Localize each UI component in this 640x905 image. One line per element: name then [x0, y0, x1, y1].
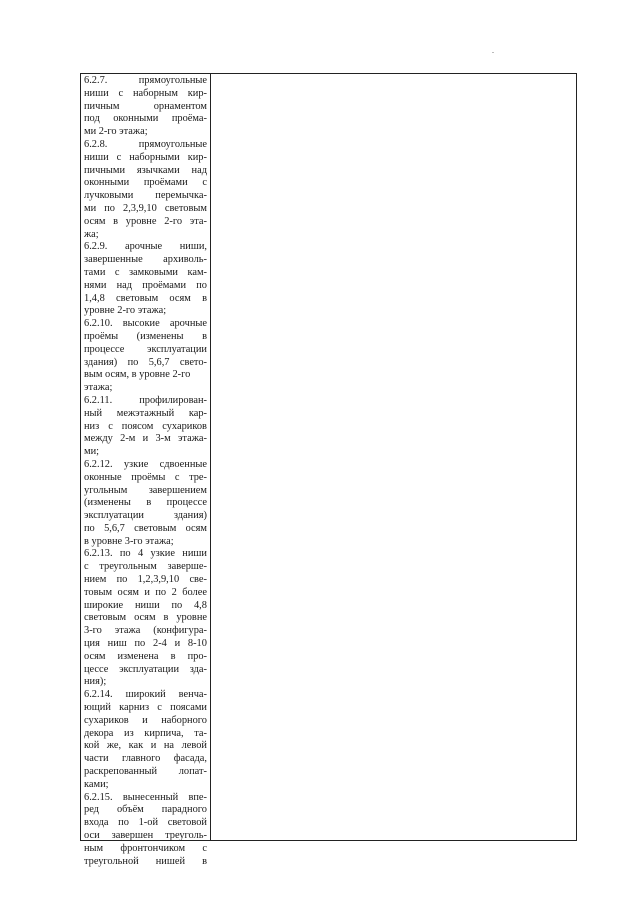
word: 3-м: [155, 433, 171, 445]
word: в: [113, 215, 119, 227]
word: с: [157, 702, 162, 714]
text-line: [84, 241, 207, 254]
text-line: [84, 485, 207, 498]
word: 1-ой: [138, 817, 159, 829]
text-line: [84, 472, 207, 485]
word: венча-: [178, 689, 207, 701]
word: световым: [116, 292, 159, 304]
word: прямоугольные: [138, 138, 207, 150]
word: 6.2.15.: [84, 791, 113, 803]
text-line: [84, 203, 207, 216]
word: проёмы: [131, 471, 166, 483]
word: кой: [84, 740, 100, 752]
word: ред: [84, 804, 99, 816]
word: световым: [164, 202, 207, 214]
word: под: [84, 113, 100, 125]
text-line: [84, 651, 207, 664]
word: 6.2.12.: [84, 458, 113, 470]
word: широкий: [125, 689, 166, 701]
text-line: [84, 830, 207, 843]
word: в: [202, 855, 207, 867]
word: ми: [84, 202, 97, 214]
text-line: [84, 293, 207, 306]
word: с: [202, 177, 207, 189]
text-line: [84, 664, 207, 677]
text-line: [84, 561, 207, 574]
word: 6.2.10.: [84, 318, 113, 330]
word: наборным: [132, 87, 178, 99]
content-table: [80, 73, 577, 867]
text-line: [84, 331, 207, 344]
word: осям: [84, 215, 106, 227]
word: с: [174, 471, 180, 483]
word: на: [163, 740, 175, 752]
text-line: [84, 689, 207, 702]
text-line: [84, 779, 207, 792]
text-line: [84, 177, 207, 190]
text-line: [84, 344, 207, 357]
word: поясом: [121, 420, 154, 432]
text-line: [84, 497, 207, 510]
text-line: [84, 638, 207, 651]
text-line: [84, 843, 207, 856]
text-line: [84, 446, 207, 459]
word: декора: [84, 727, 114, 739]
word: и: [142, 714, 148, 726]
word: световой: [167, 817, 207, 829]
word: из: [124, 727, 134, 739]
word: уровне: [176, 612, 207, 624]
word: по: [104, 202, 115, 214]
text-line: [84, 408, 207, 421]
word: 6.2.14.: [84, 689, 113, 701]
text-line: [84, 126, 207, 139]
word: здания): [173, 510, 207, 522]
text-line: [84, 536, 207, 549]
word: ниши: [182, 548, 207, 560]
word: завершенные: [84, 254, 143, 266]
text-line: [84, 101, 207, 114]
text-line: [84, 702, 207, 715]
word: угольным: [84, 484, 128, 496]
word: наборного: [161, 714, 207, 726]
word: заверше-: [167, 561, 207, 573]
word: процессе: [84, 343, 125, 355]
word: с: [202, 842, 207, 854]
word: замковыми: [128, 266, 178, 278]
text-line: [84, 369, 207, 382]
word: 3-го: [84, 625, 102, 637]
word: с: [116, 151, 122, 163]
text-line: [84, 139, 207, 152]
word: световым: [84, 612, 127, 624]
word: кир-: [187, 87, 207, 99]
word: проёмами: [143, 177, 188, 189]
word: уровне 2-го этажа;: [84, 305, 167, 317]
text-line: [84, 587, 207, 600]
text-line: [84, 395, 207, 408]
word: этажа: [114, 625, 141, 637]
word: (конфигура-: [153, 625, 207, 637]
word: перемычка-: [155, 190, 207, 202]
word: ный: [84, 407, 103, 419]
word: широкие: [84, 599, 124, 611]
word: язычками: [136, 164, 180, 176]
word: как: [128, 740, 144, 752]
word: проёмами: [142, 279, 187, 291]
word: межэтажный: [116, 407, 175, 419]
word: ниши: [134, 599, 160, 611]
word: кар-: [188, 407, 207, 419]
text-line: [84, 766, 207, 779]
word: объём: [116, 804, 144, 816]
word: раскрепованный: [84, 766, 158, 778]
word: профилирован-: [139, 394, 207, 406]
word: и: [142, 433, 149, 445]
text-line: [84, 817, 207, 830]
word: входа: [84, 817, 109, 829]
word: лучковыми: [84, 190, 134, 202]
word: вым осям, в уровне 2-го: [84, 369, 191, 381]
text-line: [84, 740, 207, 753]
word: ющий: [84, 702, 111, 714]
word: осям: [134, 612, 156, 624]
word: оси: [84, 830, 100, 842]
text-line: [84, 600, 207, 613]
word: арочные: [169, 318, 207, 330]
word: ми;: [84, 446, 100, 458]
word: (изменены: [136, 330, 184, 342]
word: световым: [134, 522, 177, 534]
word: этажа;: [84, 382, 113, 394]
word: ным: [84, 842, 104, 854]
word: треугольным: [99, 561, 157, 573]
word: нишей: [155, 855, 186, 867]
word: треугольной: [84, 855, 139, 867]
word: и: [144, 586, 150, 598]
word: парадного: [161, 804, 207, 816]
word: левой: [181, 740, 207, 752]
word: оконными: [113, 113, 159, 125]
word: главного: [121, 753, 161, 765]
word: ми 2-го этажа;: [84, 126, 148, 138]
word: ция: [84, 638, 100, 650]
word: лопат-: [178, 766, 207, 778]
word: фасада,: [173, 753, 207, 765]
word: здания): [84, 356, 118, 368]
word: 5,6,7: [148, 356, 170, 368]
word: зда-: [189, 663, 207, 675]
text-line: [84, 421, 207, 434]
word: в уровне 3-го этажа;: [84, 535, 174, 547]
word: проёма-: [171, 113, 207, 125]
word: по: [155, 586, 167, 598]
word: 4,8: [193, 599, 207, 611]
word: проёмы: [84, 330, 119, 342]
word: 6.2.7.: [84, 75, 108, 86]
word: про-: [187, 650, 207, 662]
word: над: [191, 164, 207, 176]
word: 2-го: [164, 215, 183, 227]
word: осям: [185, 522, 207, 534]
word: фронтончиком: [120, 842, 186, 854]
word: тами: [84, 266, 106, 278]
word: завершен: [111, 830, 154, 842]
word: пичным: [84, 100, 120, 112]
word: ниши: [84, 87, 109, 99]
word: над: [116, 279, 133, 291]
word: арочные: [124, 241, 163, 253]
word: све-: [189, 574, 207, 586]
word: 1,4,8: [84, 292, 105, 304]
word: по: [84, 522, 95, 534]
text-line: [84, 382, 207, 395]
word: 2-м: [120, 433, 136, 445]
word: более: [182, 586, 207, 598]
word: кир-: [187, 151, 207, 163]
word: свето-: [179, 356, 207, 368]
word: 2-4: [153, 638, 167, 650]
word: в: [170, 650, 176, 662]
text-line: [84, 523, 207, 536]
word: же,: [106, 740, 122, 752]
text-line: [84, 152, 207, 165]
word: сдвоенные: [159, 458, 207, 470]
word: (изменены: [84, 497, 131, 509]
word: ками;: [84, 778, 109, 790]
text-line: [84, 625, 207, 638]
word: с: [108, 420, 113, 432]
text-line: [84, 190, 207, 203]
word: и: [150, 740, 157, 752]
word: в: [163, 612, 169, 624]
word: оконными: [84, 177, 130, 189]
text-line: [84, 357, 207, 370]
word: 6.2.9.: [84, 241, 108, 253]
word: высокие: [122, 318, 160, 330]
word: эксплуатации: [84, 510, 144, 522]
word: в: [202, 292, 207, 304]
word: пичными: [84, 164, 126, 176]
text-line: [84, 510, 207, 523]
word: осям: [84, 650, 106, 662]
word: поясами: [170, 702, 207, 714]
text-line: [84, 75, 207, 88]
text-line: [84, 676, 207, 689]
word: по: [134, 638, 146, 650]
word: части: [84, 753, 109, 765]
word: между: [84, 433, 113, 445]
word: вынесенный: [122, 791, 179, 803]
word: в: [202, 330, 207, 342]
word: 1,2,3,9,10: [137, 574, 180, 586]
word: 4: [137, 548, 144, 560]
text-line: [84, 548, 207, 561]
text-line: [84, 856, 207, 869]
word: та-: [194, 727, 207, 739]
word: наборными: [129, 151, 180, 163]
text-line: [84, 113, 207, 126]
word: ниши: [84, 151, 109, 163]
word: с: [84, 561, 89, 573]
word: уровне: [125, 215, 157, 227]
word: по: [116, 574, 128, 586]
word: ниш: [107, 638, 127, 650]
text-line: [84, 792, 207, 805]
word: изменена: [117, 650, 159, 662]
text-line: [84, 715, 207, 728]
table-cell-description: [81, 74, 211, 867]
table-cell-empty: [211, 74, 576, 840]
word: 5,6,7: [104, 522, 125, 534]
word: и: [174, 638, 181, 650]
word: по: [127, 356, 139, 368]
text-line: [84, 459, 207, 472]
word: нями: [84, 279, 107, 291]
word: ниши,: [179, 241, 207, 253]
text-line: [84, 88, 207, 101]
word: узкие: [123, 458, 149, 470]
word: треуголь-: [165, 830, 207, 842]
word: в: [146, 497, 152, 509]
word: завершением: [148, 484, 207, 496]
word: цессе: [84, 663, 109, 675]
word: сухариков: [84, 714, 129, 726]
word: с: [118, 87, 124, 99]
word: 6.2.8.: [84, 138, 108, 150]
word: 6.2.11.: [84, 394, 113, 406]
word: 8-10: [187, 638, 207, 650]
text-line: [84, 753, 207, 766]
text-line: [84, 318, 207, 331]
word: эта-: [189, 215, 207, 227]
word: товым: [84, 586, 113, 598]
text-line: [84, 728, 207, 741]
word: эксплуатации: [119, 663, 180, 675]
word: 2,3,9,10: [123, 202, 157, 214]
word: ния);: [84, 676, 107, 688]
word: карниз: [119, 702, 150, 714]
word: 6.2.13.: [84, 548, 113, 560]
word: низ: [84, 420, 100, 432]
word: кирпича,: [144, 727, 184, 739]
word: процессе: [166, 497, 207, 509]
text-line: [84, 433, 207, 446]
text-line: [84, 804, 207, 817]
text-line: [84, 165, 207, 178]
word: впе-: [188, 791, 207, 803]
word: осям: [117, 586, 139, 598]
word: сухариков: [162, 420, 207, 432]
text-line: [84, 216, 207, 229]
word: тре-: [189, 471, 207, 483]
word: кам-: [187, 266, 207, 278]
word: жа;: [84, 228, 99, 240]
word: по: [118, 817, 129, 829]
word: эксплуатации: [147, 343, 207, 355]
word: архиволь-: [163, 254, 207, 266]
text-line: [84, 254, 207, 267]
word: по: [171, 599, 183, 611]
word: 2: [171, 586, 177, 598]
text-line: [84, 267, 207, 280]
word: осям: [169, 292, 191, 304]
text-line: [84, 305, 207, 318]
text-line: [84, 229, 207, 242]
word: нием: [84, 574, 107, 586]
word: оконные: [84, 471, 122, 483]
scan-speck: [492, 52, 494, 53]
word: по: [196, 279, 207, 291]
word: по: [119, 548, 131, 560]
word: орнаментом: [153, 100, 207, 112]
text-line: [84, 574, 207, 587]
word: этажа-: [177, 433, 207, 445]
word: прямоугольные: [138, 75, 207, 86]
text-line: [84, 280, 207, 293]
word: узкие: [150, 548, 175, 560]
text-line: [84, 612, 207, 625]
word: с: [114, 266, 120, 278]
